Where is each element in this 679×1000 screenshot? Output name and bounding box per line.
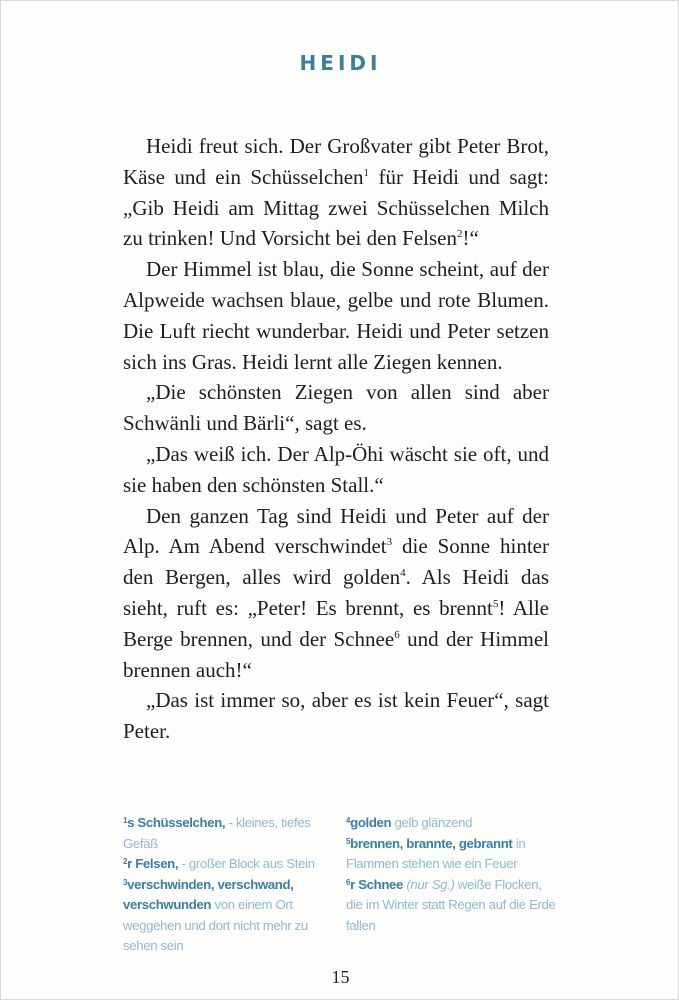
footnote-definition: - großer Block aus Stein [178, 856, 315, 871]
footnote-definition: weiße Flocken, die im Winter statt Regen auf die Erde fallen [346, 876, 556, 933]
text-segment: ! Alle Berge brennen, und der Schnee [123, 595, 549, 651]
text-segment: Heidi freut sich. Der Großvater gibt Peter Brot, Käse und ein Schüsselchen [123, 134, 549, 189]
footnote-number: 4 [346, 816, 351, 825]
footnote [346, 834, 561, 875]
footnotes-left [123, 813, 338, 957]
footnote [346, 875, 561, 937]
footnote-term: s Schüsselchen, [127, 815, 226, 830]
paragraph [123, 377, 549, 439]
text-segment: !“ [462, 226, 479, 251]
text-segment: für Heidi und sagt: „Gib Heidi am Mittag zwei Schüsselchen Milch zu trinken! Und Vorsicht bei den Felsen [123, 164, 549, 251]
footnote [123, 854, 338, 875]
footnotes-right [346, 813, 561, 957]
footnote-term: brennen, brannte, gebrannt [350, 835, 513, 851]
footnote-term: verschwinden, verschwand, verschwunden [123, 876, 294, 912]
footnotes [123, 813, 561, 957]
body-text [123, 131, 549, 807]
footnote-definition: - kleines, tiefes Gefäß [123, 815, 311, 851]
footnote-marker: 4 [400, 567, 406, 580]
text-segment: und der Himmel brennen auch!“ [123, 626, 550, 682]
footnote-marker: 3 [386, 536, 393, 549]
footnote [123, 875, 338, 957]
paragraph [123, 685, 549, 747]
footnote-marker: 6 [394, 628, 400, 641]
footnote [346, 813, 561, 834]
text-segment: „Das ist immer so, aber es ist kein Feuer“, sagt Peter. [123, 688, 549, 744]
paragraph [123, 254, 549, 377]
text-segment: die Sonne hinter den Bergen, alles wird golden [123, 534, 549, 590]
text-segment: Den ganzen Tag sind Heidi und Peter auf der Alp. Am Abend verschwindet [123, 503, 549, 559]
footnote-definition: von einem Ort weggehen und dort nicht mehr zu sehen sein [123, 897, 308, 953]
footnote-number: 5 [346, 836, 351, 846]
footnote-number: 1 [123, 816, 128, 825]
footnote-term: r Felsen, [127, 856, 179, 871]
footnote-number: 3 [123, 877, 128, 887]
page-content [123, 131, 561, 989]
footnote-definition: in Flammen stehen wie ein Feuer [346, 835, 526, 871]
footnote-number: 6 [346, 877, 351, 887]
paragraph [123, 439, 549, 501]
text-segment: „Die schönsten Ziegen von allen sind aber Schwänli und Bärli“, sagt es. [123, 380, 549, 436]
text-segment: „Das weiß ich. Der Alp-Öhi wäscht sie oft, und sie haben den schönsten Stall.“ [123, 441, 549, 497]
footnote-marker: 1 [363, 166, 370, 179]
footnote [123, 813, 338, 854]
footnote-definition: gelb glänzend [391, 815, 473, 830]
footnote-number: 2 [123, 857, 128, 866]
text-segment: . Als Heidi das sieht, ruft es: „Peter! Es brennt, es brennt [123, 565, 549, 620]
footnote-term: golden [350, 815, 392, 830]
footnote-term: r Schnee [350, 876, 404, 892]
text-segment: Der Himmel ist blau, die Sonne scheint, auf der Alpweide wachsen blaue, gelbe und rote Blumen. Die Luft riecht wunderbar. Heidi und Peter setzen sich ins Gras. Heidi lernt alle Ziegen kennen. [123, 257, 549, 374]
paragraph [123, 131, 549, 254]
footnote-marker: 2 [457, 228, 463, 241]
page-number: 15 [331, 966, 350, 987]
footnote-usage-note: (nur Sg.) [403, 876, 455, 892]
paragraph [123, 501, 549, 686]
footnote-marker: 5 [492, 597, 499, 610]
chapter-title: HEIDI [299, 51, 382, 75]
